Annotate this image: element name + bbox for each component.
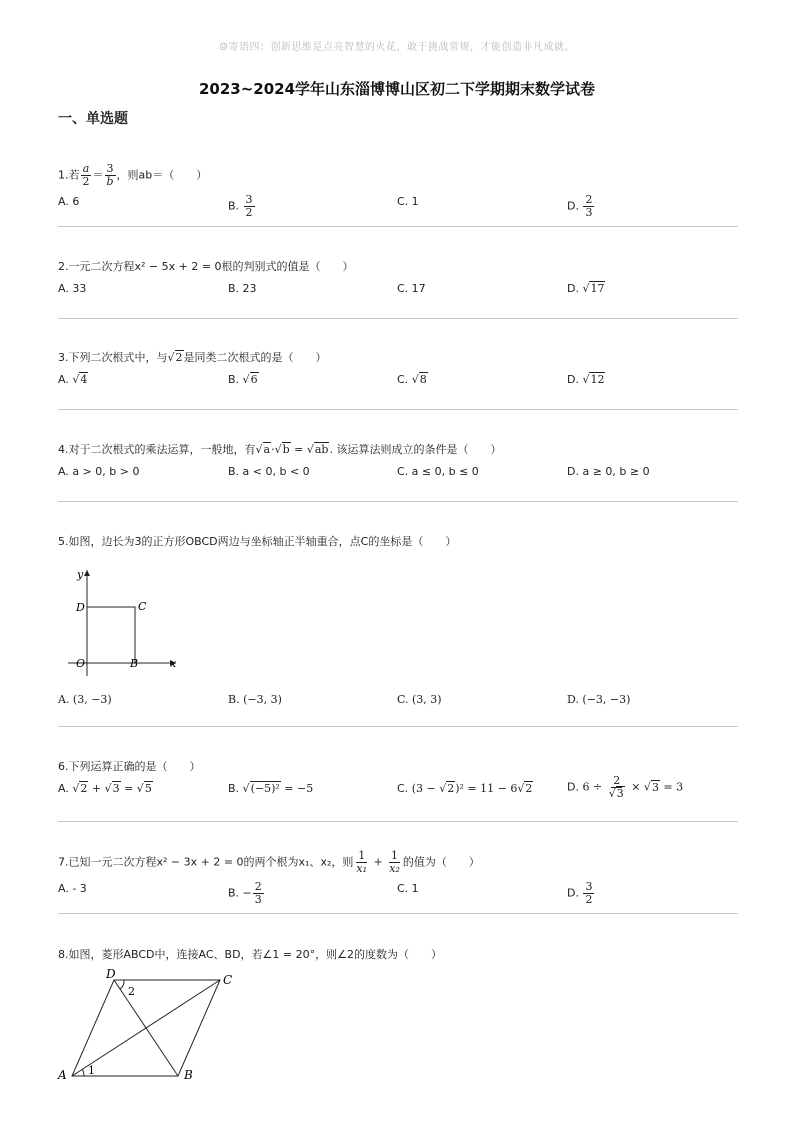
divider	[58, 318, 738, 319]
option-d[interactable]: D. a ≥ 0, b ≥ 0	[567, 465, 650, 478]
option-c[interactable]: C. 1	[397, 195, 419, 208]
label-x: x	[170, 657, 177, 670]
option-c[interactable]: C. (3 − √2)² = 11 − 6√2	[397, 782, 533, 795]
option-d[interactable]: D. $\frac{3}{2}$	[567, 880, 593, 906]
question-stem: 4.对于二次根式的乘法运算，一般地，有√a·√b = √ab. 该运算法则成立的条件是（ ）	[58, 443, 502, 456]
label-angle-2: 2	[128, 985, 135, 998]
option-d[interactable]: D. (−3, −3)	[567, 693, 631, 706]
label-o: O	[76, 657, 86, 670]
stem-text: ，则ab＝（ ）	[116, 168, 208, 182]
label-angle-1: 1	[88, 1064, 95, 1077]
equals-sign: ＝	[92, 168, 104, 182]
question-stem: 2.一元二次方程x² − 5x + 2 = 0根的判别式的值是（ ）	[58, 260, 354, 273]
divider	[58, 913, 738, 914]
option-b[interactable]: B. √(−5)² = −5	[228, 782, 314, 795]
label-d: D	[106, 967, 116, 981]
option-a[interactable]: A. √2 + √3 = √5	[58, 782, 152, 795]
angle-2-arc	[120, 980, 124, 989]
question-stem	[58, 163, 738, 188]
option-b[interactable]: B. a < 0, b < 0	[228, 465, 310, 478]
square-sides	[87, 607, 135, 663]
option-c[interactable]: C. a ≤ 0, b ≤ 0	[397, 465, 479, 478]
label-c: C	[138, 600, 147, 613]
option-a[interactable]: A. √4	[58, 373, 88, 386]
exam-title: 2023~2024学年山东淄博博山区初二下学期期末数学试卷	[198, 80, 596, 98]
question-stem: 8.如图，菱形ABCD中，连接AC、BD，若∠1 = 20°，则∠2的度数为（ ）	[58, 948, 442, 961]
question-stem: 7.已知一元二次方程x² − 3x + 2 = 0的两个根为x₁、x₂，则 $\frac{1}{\text{x₁}}$ + $\frac{1}{\text{x₂}}$ 的值为（ ）	[58, 849, 480, 875]
option-d[interactable]: D. √12	[567, 373, 605, 386]
option-a[interactable]: A. 33	[58, 282, 87, 295]
question-8	[58, 947, 738, 963]
rhombus-figure	[52, 966, 242, 1084]
question-6	[58, 759, 738, 815]
option-b[interactable]: B. − $\frac{2}{3}$	[228, 880, 262, 906]
square-on-axes-figure	[58, 564, 188, 676]
option-c[interactable]: C. (3, 3)	[397, 693, 442, 706]
fraction: $\frac{a}{2}$	[82, 162, 90, 188]
question-3	[58, 350, 738, 400]
divider	[58, 726, 738, 727]
question-1	[58, 163, 738, 222]
label-c: C	[223, 973, 233, 987]
question-7	[58, 850, 738, 909]
label-b: B	[184, 1068, 193, 1082]
label-y: y	[77, 568, 84, 581]
diagonal-bd	[114, 980, 178, 1076]
fraction: $\frac{3}{b}$	[106, 162, 114, 188]
section-heading: 一、单选题	[58, 111, 128, 127]
options-row	[58, 881, 738, 909]
options-row	[58, 464, 738, 492]
option-d[interactable]: D. √17	[567, 282, 605, 295]
option-b[interactable]: B. $\frac{3}{2}$	[228, 193, 253, 219]
divider	[58, 501, 738, 502]
divider	[58, 409, 738, 410]
label-d: D	[76, 601, 85, 614]
option-a[interactable]: A. a > 0, b > 0	[58, 465, 140, 478]
question-4	[58, 442, 738, 492]
option-d[interactable]: D. 6 ÷ $\frac{2}{√3}$ × √3 = 3	[567, 774, 684, 800]
question-stem: 6.下列运算正确的是（ ）	[58, 760, 201, 773]
question-2	[58, 259, 738, 309]
option-c[interactable]: C. √8	[397, 373, 427, 386]
option-a[interactable]: A. 6	[58, 195, 80, 208]
option-a[interactable]: A. - 3	[58, 882, 87, 895]
option-d[interactable]: D. $\frac{2}{3}$	[567, 193, 593, 219]
divider	[58, 821, 738, 822]
options-row	[58, 692, 738, 720]
question-5	[58, 534, 738, 550]
option-b[interactable]: B. √6	[228, 373, 258, 386]
option-c[interactable]: C. 1	[397, 882, 419, 895]
options-row	[58, 194, 738, 222]
option-b[interactable]: B. (−3, 3)	[228, 693, 282, 706]
y-axis-arrow	[84, 570, 90, 576]
option-a[interactable]: A. (3, −3)	[58, 693, 112, 706]
option-b[interactable]: B. 23	[228, 282, 257, 295]
label-b: B	[130, 657, 139, 670]
question-5-options	[58, 692, 738, 720]
question-stem: 5.如图，边长为3的正方形OBCD两边与坐标轴正半轴重合，点C的坐标是（ ）	[58, 535, 457, 548]
label-a: A	[58, 1068, 67, 1082]
options-row	[58, 281, 738, 309]
options-row	[58, 372, 738, 400]
options-row	[58, 774, 738, 815]
question-stem: 3.下列二次根式中，与√2是同类二次根式的是（ ）	[58, 351, 327, 364]
stem-text: 1.若	[58, 168, 80, 182]
motto-watermark: ☺寄语四：创新思维是点亮智慧的火花，敢于挑战常规，才能创造非凡成就。	[219, 42, 575, 53]
divider	[58, 226, 738, 227]
option-c[interactable]: C. 17	[397, 282, 426, 295]
angle-1-arc	[82, 1069, 84, 1076]
